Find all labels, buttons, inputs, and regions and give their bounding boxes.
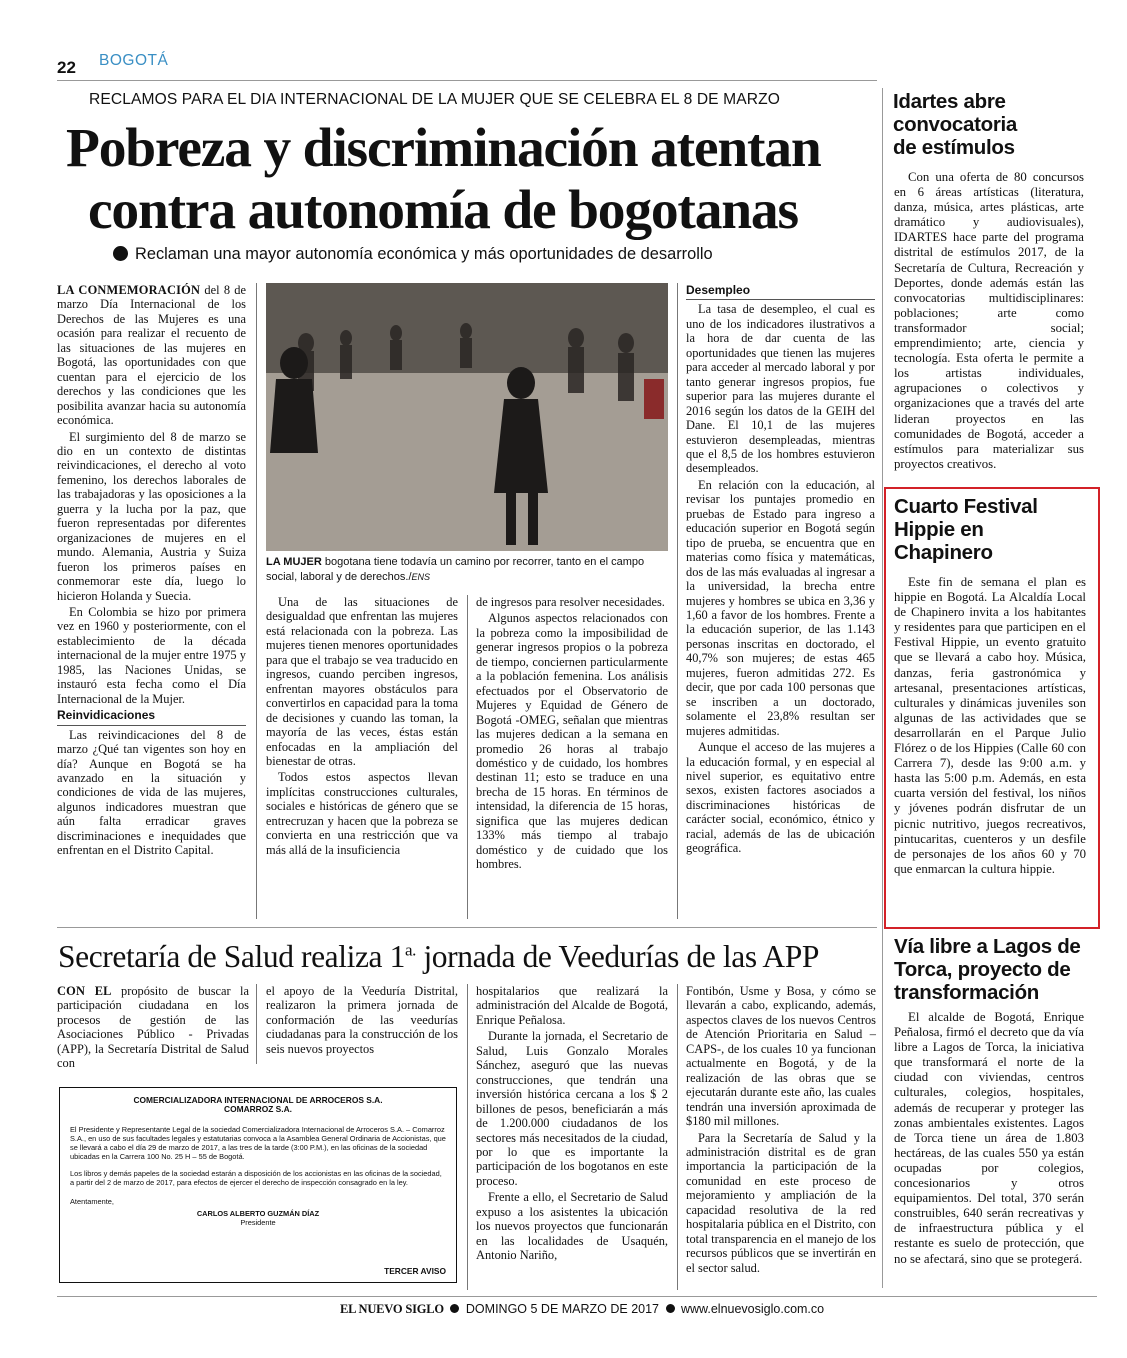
sidebar-1-body xyxy=(894,170,1084,472)
deck-text: Reclaman una mayor autonomía económica y más oportunidades de desarrollo xyxy=(135,245,713,263)
headline-line-1: Pobreza y discriminación atentan xyxy=(66,118,821,179)
column-rule xyxy=(256,283,257,919)
sidebar-2-title: Cuarto Festival Hippie en Chapinero xyxy=(894,495,1038,564)
kicker: RECLAMOS PARA EL DIA INTERNACIONAL DE LA MUJER QUE SE CELEBRA EL 8 DE MARZO xyxy=(89,91,780,108)
paragraph: La tasa de desempleo, el cual es uno de los indicadores ilustrativos a la hora de dar cuenta de las oportunidades que tienen las mujeres para acceder al mercado laboral y por tanto generar ingresos propios, fue superior para las mujeres durante el 2016 según los datos de la GEIH del Dane. El 10,1 de las mujeres estuvieron desempleadas, mientras que el 8,5 de los hombres estuvieron desempleados. xyxy=(686,302,875,476)
notice-title: COMERCIALIZADORA INTERNACIONAL DE ARROCEROS S.A. xyxy=(133,1095,383,1105)
column-rule xyxy=(467,595,468,919)
column-rule xyxy=(677,283,678,919)
sidebar-rule xyxy=(882,88,883,1288)
paragraph: Para la Secretaría de Salud y la administración distrital es de gran importancia la participación de la comunidad en este proceso de mejoramiento y ampliación de la capacidad resolutiva de la red hospitalaria pública en el Distrito, con total transparencia en el manejo de los recursos públicos que se invertirán en el sector salud. xyxy=(686,1130,876,1275)
photo-credit: ENS xyxy=(411,572,431,582)
legal-notice xyxy=(59,1087,457,1283)
second-column-1 xyxy=(57,984,249,1073)
main-column-2 xyxy=(266,595,458,859)
footer-rule xyxy=(57,1296,1097,1297)
notice-closing: Atentamente, xyxy=(70,1197,114,1207)
caption-text: bogotana tiene todavía un camino por recorrer, tanto en el campo social, laboral y de derechos./ xyxy=(266,556,645,583)
notice-signer-title: Presidente xyxy=(240,1217,276,1227)
section-label: BOGOTÁ xyxy=(99,52,169,69)
footer xyxy=(340,1302,824,1317)
notice-tag: TERCER AVISO xyxy=(384,1265,446,1276)
paragraph: Una de las situaciones de desigualdad que enfrentan las mujeres está relacionada con la pobreza. Las mujeres tienen menores oportunidades para que el trabajo se vea traducido en ingresos, cuando perciben ingresos, enfrentan mayores obstáculos para convertirlos en capacidad para la toma de decisiones y cuando las toman, la mayoría de las veces, éstas están enfocadas en la ampliación del bienestar de otras. xyxy=(266,595,458,768)
second-column-4 xyxy=(686,984,876,1277)
paragraph: El alcalde de Bogotá, Enrique Peñalosa, firmó el decreto que da vía libre a Lagos de Torca, la iniciativa que transformará el norte de la ciudad con viviendas, centros culturales, colegios, hospitales, además de recuperar y proteger las zonas ambientales existentes. Lagos de Torca tiene un área de 1.803 hectáreas, de las cuales 550 ya están ocupadas por colegios, concesionarios y otros equipamientos. Del total, 370 serán construibles, 640 serán recreativas y de infraestructura pública y el restante es suelo de protección, que no se afectará, sino que se protegerá. xyxy=(894,1010,1084,1266)
paragraph: Durante la jornada, el Secretario de Salud, Luis Gonzalo Morales Sánchez, aseguró que las nuevas construcciones, que tendrán una inversión histórica cercana a los $ 2 billones de pesos, beneficiarán a más de 1.200.000 ciudadanos de los sectores más necesitados de la ciudad, por lo que es importante la participación de los bogotanos en este proceso. xyxy=(476,1029,668,1188)
notice-signer: CARLOS ALBERTO GUZMÁN DÍAZ xyxy=(196,1208,320,1218)
bullet-icon xyxy=(666,1304,675,1313)
headline-line-2: contra autonomía de bogotanas xyxy=(88,180,798,241)
column-rule xyxy=(256,984,257,1064)
headline-superscript: a. xyxy=(404,940,416,960)
deck xyxy=(113,245,713,264)
paragraph: En Colombia se hizo por primera vez en 1960 y posteriormente, con el establecimiento de la década internacional de la mujer entre 1975 y 1985, las Naciones Unidas, se instauró esta fecha como el Día Internacional de la Mujer. xyxy=(57,604,246,706)
sidebar-3-body xyxy=(894,1010,1084,1267)
paragraph: En relación con la educación, al revisar los puntajes promedio en pruebas de Estado para ingreso a educación superior en Bogotá según tipo de prueba, se encuentra que en materias como física y matemáticas, dos de las más evaluadas al ingresar a la universidad, la brecha entre mujeres y hombres se ubica en 3,36 y 1,60 a favor de los hombres. Frente a la educación superior, de las 1.143 personas inscritas en doctorado, el 40,7% son mujeres; de estas 465 mujeres, fueron admitidas 272. Es decir, que por cada 100 personas que se inscriben a un doctorado, solamente el 23,8% resultan ser mujeres admitidas. xyxy=(686,477,875,738)
caption-lead: LA MUJER xyxy=(266,556,322,568)
second-column-3 xyxy=(476,984,668,1265)
footer-date: DOMINGO 5 DE MARZO DE 2017 xyxy=(465,1302,660,1316)
photo-caption xyxy=(266,555,668,585)
notice-paragraph: Los libros y demás papeles de la sociedad estarán a disposición de los accionistas en las oficinas de la sociedad, a partir del 2 de marzo de 2017, para efectos de ejercer el derecho de inspección consagrado en la ley. xyxy=(70,1168,442,1188)
sidebar-2-body xyxy=(894,575,1086,877)
paragraph: propósito de buscar la participación ciudadana en los procesos de gestión de las Asociaciones Público - Privadas (APP), la Secretaría Distrital de Salud con xyxy=(57,984,249,1071)
paragraph: hospitalarios que realizará la administración del Alcalde de Bogotá, Enrique Peñalosa. xyxy=(476,984,668,1027)
second-headline xyxy=(58,939,819,975)
page-number: 22 xyxy=(57,58,76,77)
paragraph: Fontibón, Usme y Bosa, y cómo se llevarán a cabo, explicando, además, aspectos claves de los nuevos Centros de Atención Prioritaria en Salud –CAPS-, de los cuales 10 ya funcionan actualmente en Bogotá, y de la realización de las obras que se ejecutarán durante este año, las cuales tendrán una inversión aproximada de $180 mil millones. xyxy=(686,984,876,1129)
main-column-4 xyxy=(686,283,875,858)
main-column-3 xyxy=(476,595,668,874)
lead-in: LA CONMEMORACIÓN xyxy=(57,283,201,297)
paragraph: Este fin de semana el plan es hippie en Bogotá. La Alcaldía Local de Chapinero invita a los habitantes y residentes para que participen en el Festival Hippie, un evento gratuito que se llevará a cabo hoy. Música, danzas, feria gastronómica y artesanal, presentaciones artísticas, culturales y dinámicas juveniles son algunas de las actividades que se desarrollarán en el Parque Julio Flórez o de los Hippies (Calle 60 con Carrera 7), desde las 9:00 a.m. y hasta las 5:00 p.m. Además, en esta cuarta versión del festival, los niños y jóvenes podrán disfrutar de un picnic nutritivo, juegos recreativos, pintucaritas, cuenteros y un desfile de personajes de los años 60 y 70 que enmarcan la cultura hippie. xyxy=(894,575,1086,876)
paragraph: Frente a ello, el Secretario de Salud expuso a los asistentes la ubicación los nuevos proyectos que funcionarán en las localidades de Usaquén, Antonio Nariño, xyxy=(476,1190,668,1263)
column-rule xyxy=(467,984,468,1290)
notice-paragraph: El Presidente y Representante Legal de la sociedad Comercializadora Internacional de Arroceros S.A. – Comarroz S.A., en uso de sus facultades legales y estatutarias convoca a la Asamblea General Ordinaria de Accionistas, que se llevará a cabo el día 29 de marzo de 2017, a las tres de la tarde (3:00 P.M.), en las oficinas de la sociedad ubicadas en la Carrera 100 No. 25 H – 55 de Bogotá. xyxy=(70,1124,446,1162)
paragraph: de ingresos para resolver necesidades. xyxy=(476,595,665,609)
sidebar-1-title: Idartes abre convocatoria de estímulos xyxy=(893,90,1017,159)
lead-in: CON EL xyxy=(57,984,112,998)
paragraph: El surgimiento del 8 de marzo se dio en un contexto de distintas reivindicaciones, el derecho al voto femenino, los derechos laborales de las trabajadoras y las oposiciones a la guerra y la lucha por la paz, que fueron representadas por diferentes organizaciones de mujeres en el mundo. Alemania, Austria y Suiza fueron los primeros países en conmemorar este día, luego lo hicieron Holanda y Suecia. xyxy=(57,429,246,603)
photo-scene xyxy=(266,283,668,551)
main-column-1 xyxy=(57,283,246,860)
paragraph: Las reivindicaciones del 8 de marzo ¿Qué tan vigentes son hoy en día? Aunque en Bogotá se ha avanzado en la situación y condiciones de vida de las mujeres, algunos indicadores muestran que aún falta erradicar graves discriminaciones e inequidades que enfrentan en el Distrito Capital. xyxy=(57,727,246,858)
column-rule xyxy=(677,984,678,1290)
paragraph: del 8 de marzo Día Internacional de los Derechos de las Mujeres es una ocasión para realizar el recuento de las situaciones de las mujeres en Bogotá, las oportunidades con que cuentan para el ejercicio de los derechos y las condiciones que les posibilita avanzar hacia su autonomía económica. xyxy=(57,283,247,428)
subhead: Desempleo xyxy=(686,283,875,300)
paragraph: el apoyo de la Veeduría Distrital, realizaron la primera jornada de conformación de las veedurías ciudadanas para la construcción de los seis nuevos proyectos xyxy=(266,984,458,1056)
paragraph: Aunque el acceso de las mujeres a la educación formal, y en especial al nivel superior, es equitativo entre sexos, existen factores asociados a discriminaciones históricas de carácter social, económico, étnico y racial, además de las de ubicación geográfica. xyxy=(686,740,875,856)
photo-women-walking xyxy=(266,283,668,551)
headline-part: jornada de Veedurías de las APP xyxy=(415,939,820,974)
headline-part: Secretaría de Salud realiza 1 xyxy=(58,939,405,974)
notice-subtitle: COMARROZ S.A. xyxy=(224,1104,292,1115)
paragraph: Todos estos aspectos llevan implícitas construcciones culturales, sociales e históricas de género que se entrecruzan y hacen que la pobreza se convierta en una restricción que va más allá de la insuficiencia xyxy=(266,770,458,857)
header-rule xyxy=(57,80,877,81)
paragraph: Con una oferta de 80 concursos en 6 áreas artísticas (literatura, danza, música, artes plásticas, arte dramático y audiovisuales), IDARTES hace parte del programa distrital de estímulos 2017, de la Secretaría de Cultura, Recreación y Deportes, donde además están las convocatorias multidisciplinares: poblaciones; arte como transformador social; emprendimiento; arte, ciencia y tecnología. Esta oferta le permite a los artistas individuales, agrupaciones o colectivos y organizaciones que a través del arte lideran proyectos en las comunidades de Bogotá, acceder a estímulos para materializar sus proyectos creativos. xyxy=(894,170,1084,471)
bullet-icon xyxy=(450,1304,459,1313)
section-rule xyxy=(57,927,877,928)
second-column-2 xyxy=(266,984,458,1058)
footer-brand: EL NUEVO SIGLO xyxy=(340,1302,444,1316)
bullet-icon xyxy=(113,246,128,261)
footer-url[interactable]: www.elnuevosiglo.com.co xyxy=(680,1302,825,1316)
paragraph: Algunos aspectos relacionados con la pobreza como la imposibilidad de generar ingresos propios o la pobreza de tiempo, conciernen particularmente a la población femenina. Los análisis efectuados por el Observatorio de Mujeres y Equidad de Género de Bogotá -OMEG, señalan que mientras las mujeres dedican a la semana en promedio 26 horas al trabajo doméstico y de cuidado, los hombres destinan 11; esto se traduce en una brecha de 15 horas. En términos de intensidad, la diferencia de 15 horas, significa que las mujeres dedican 133% más tiempo al trabajo doméstico y de cuidado que los hombres. xyxy=(476,611,668,872)
sidebar-3-title: Vía libre a Lagos de Torca, proyecto de transformación xyxy=(894,935,1081,1004)
subhead: Reinvidicaciones xyxy=(57,708,246,725)
